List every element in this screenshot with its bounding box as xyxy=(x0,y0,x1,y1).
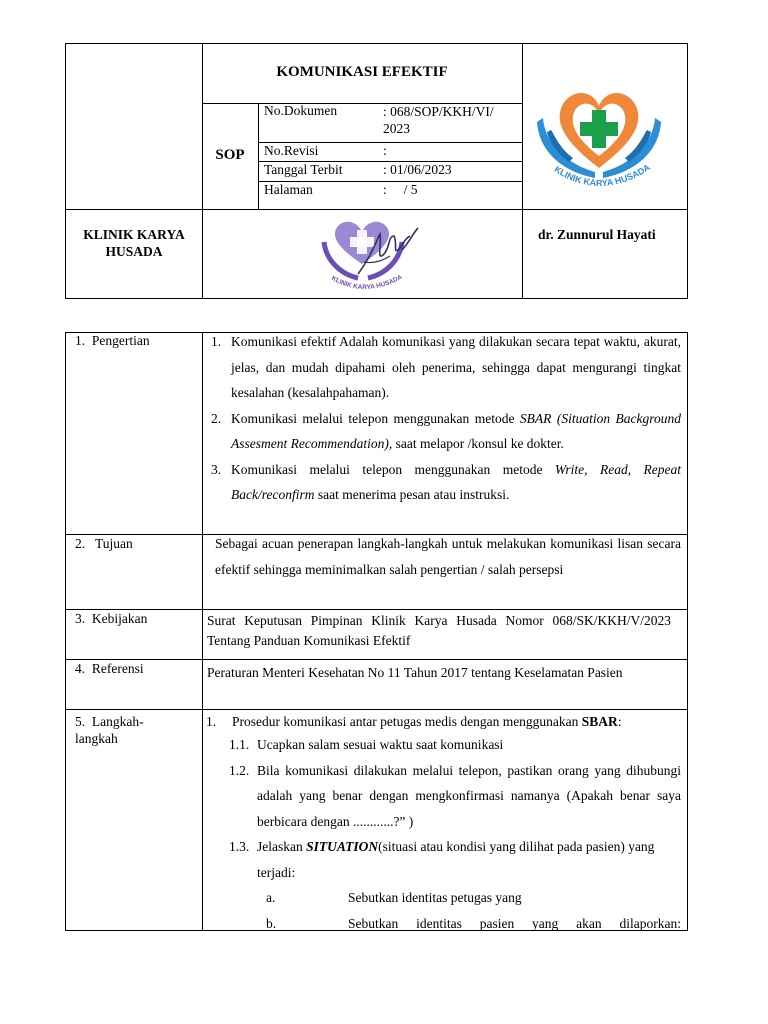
list-item: 3. Komunikasi melalui telepon menggunakan metode Write, Read, Repeat Back/reconfirm saat menerima pesan atau instruksi. xyxy=(211,461,682,502)
step-1: 1. Prosedur komunikasi antar petugas medis dengan menggunakan SBAR: xyxy=(206,714,622,729)
letter-item: b. Sebutkan identitas pasien yang akan dilaporkan: xyxy=(266,915,681,931)
field-no-revisi-value: : xyxy=(383,143,387,158)
section-pengertian-label: 1. Pengertian xyxy=(75,333,150,348)
stamp-signature xyxy=(318,214,428,296)
field-no-revisi-label: No.Revisi xyxy=(264,143,319,158)
document-title: KOMUNIKASI EFEKTIF xyxy=(276,64,448,80)
field-tanggal-label: Tanggal Terbit xyxy=(264,162,343,177)
field-tanggal-value: : 01/06/2023 xyxy=(383,162,452,177)
section-langkah-content xyxy=(206,712,681,936)
section-tujuan-label: 2. Tujuan xyxy=(75,536,133,551)
section-pengertian-content xyxy=(211,329,681,508)
field-halaman-value: : / 5 xyxy=(383,182,418,197)
sub-item: 1.2. Bila komunikasi dilakukan melalui telepon, pastikan orang yang dihubungi adalah yang benar dengan mengkonfirmasi namanya (Apakah benar saya berbicara dengan ............?” ) xyxy=(229,762,681,829)
clinic-name: KLINIK KARYA HUSADA xyxy=(83,227,185,259)
field-halaman-label: Halaman xyxy=(264,182,313,197)
list-item: 2. Komunikasi melalui telepon menggunakan metode SBAR (Situation Background Assesment Recommendation), saat melapor /konsul ke dokter. xyxy=(211,410,681,451)
sop-label: SOP xyxy=(215,147,245,163)
sub-item: 1.3. Jelaskan SITUATION(situasi atau kondisi yang dilihat pada pasien) yang terjadi: xyxy=(229,839,655,880)
field-no-dokumen-value: : 068/SOP/KKH/VI/ 2023 xyxy=(383,104,494,136)
stamp-text: KLINIK KARYA HUSADA xyxy=(330,273,404,292)
clinic-logo xyxy=(533,70,665,195)
signatory-name: dr. Zunnurul Hayati xyxy=(538,227,656,242)
section-langkah-label: 5. Langkah- langkah xyxy=(75,714,144,746)
section-kebijakan-text: Surat Keputusan Pimpinan Klinik Karya Husada Nomor 068/SK/KKH/V/2023 Tentang Panduan Komunikasi Efektif xyxy=(207,613,671,648)
section-kebijakan-label: 3. Kebijakan xyxy=(75,611,148,626)
svg-text:KLINIK KARYA HUSADA xyxy=(330,274,404,291)
list-item: 1. Komunikasi efektif Adalah komunikasi yang dilakukan secara tepat waktu, akurat, jelas, dan mudah dipahami oleh penerima, sehingga dapat mengurangi tingkat kesalahan (kesalahpahaman). xyxy=(211,334,681,400)
letter-item: a. Sebutkan identitas petugas yang xyxy=(266,890,522,905)
sub-item: 1.1. Ucapkan salam sesuai waktu saat komunikasi xyxy=(229,737,504,752)
field-no-dokumen-label: No.Dokumen xyxy=(264,103,338,118)
section-referensi-label: 4. Referensi xyxy=(75,661,144,676)
section-tujuan-text: Sebagai acuan penerapan langkah-langkah untuk melakukan komunikasi lisan secara efektif sehingga meminimalkan salah pengertian / salah persepsi xyxy=(215,536,681,577)
section-referensi-text: Peraturan Menteri Kesehatan No 11 Tahun 2017 tentang Keselamatan Pasien xyxy=(207,665,623,680)
logo-text: KLINIK KARYA HUSADA xyxy=(552,162,652,189)
